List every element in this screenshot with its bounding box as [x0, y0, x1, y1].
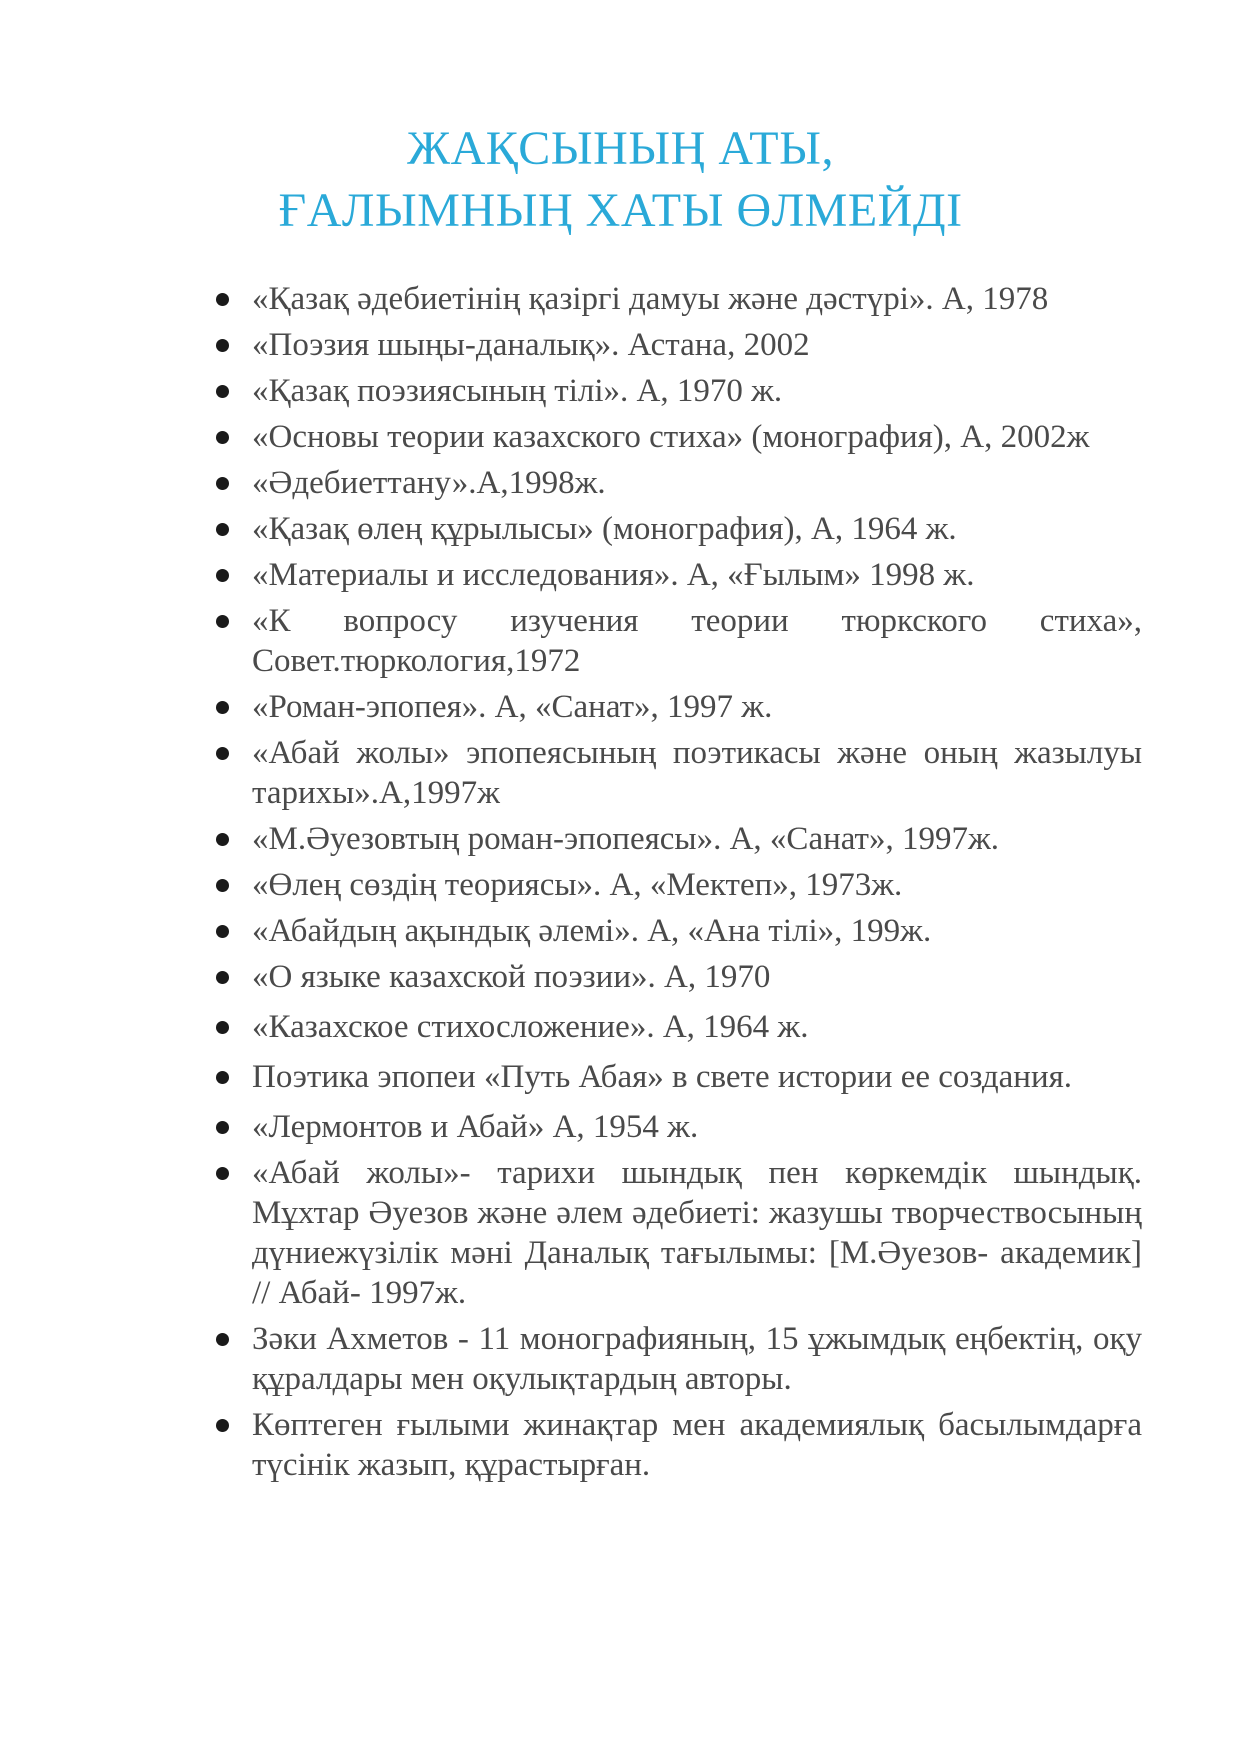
list-item-text: «М.Әуезовтың роман-эпопеясы». А, «Санат», 1997ж. — [252, 821, 1000, 857]
bullet-icon — [216, 385, 229, 398]
list-item — [252, 1107, 1142, 1147]
list-item — [252, 325, 1142, 365]
list-item — [252, 957, 1142, 997]
list-item-text: «Абай жолы»- тарихи шындық пен көркемдік шындық. Мұхтар Әуезов және әлем әдебиеті: жазушы творчествосының дүниежүзілік мәні Даналық тағылымы: [М.Әуезов- академик] // Абай- 1997ж. — [252, 1155, 1142, 1311]
title-line-2: ҒАЛЫМНЫҢ ХАТЫ ӨЛМЕЙДІ — [278, 184, 963, 237]
list-item-text: «Основы теории казахского стиха» (монография), А, 2002ж — [252, 419, 1090, 455]
bullet-icon — [216, 925, 229, 938]
list-item-text: «Абайдың ақындық әлемі». А, «Ана тілі», 199ж. — [252, 913, 932, 949]
bullet-icon — [216, 293, 229, 306]
list-item — [252, 555, 1142, 595]
bullet-icon — [216, 477, 229, 490]
list-item-text: «Қазақ өлең құрылысы» (монография), А, 1964 ж. — [252, 511, 957, 547]
bullet-icon — [216, 1167, 229, 1180]
list-item — [252, 279, 1142, 319]
list-item — [252, 1153, 1142, 1313]
list-item — [252, 417, 1142, 457]
list-item — [252, 601, 1142, 681]
list-item-text: «К вопросу изучения теории тюркского стиха», Совет.тюркология,1972 — [252, 603, 1142, 679]
page-title — [0, 118, 1241, 242]
bullet-icon — [216, 747, 229, 760]
title-line-1: ЖАҚСЫНЫҢ АТЫ, — [407, 122, 834, 175]
list-item-text: «Лермонтов и Абай» А, 1954 ж. — [252, 1109, 699, 1145]
list-item-text: «О языке казахской поэзии». А, 1970 — [252, 959, 771, 995]
list-item — [252, 463, 1142, 503]
bullet-icon — [216, 1419, 229, 1432]
list-item — [252, 911, 1142, 951]
bullet-icon — [216, 1021, 229, 1034]
list-item-text: «Абай жолы» эпопеясының поэтикасы және оның жазылуы тарихы».А,1997ж — [252, 735, 1142, 811]
bullet-icon — [216, 1333, 229, 1346]
bullet-icon — [216, 1071, 229, 1084]
list-item-text: «Казахское стихосложение». А, 1964 ж. — [252, 1009, 809, 1045]
list-item — [252, 1007, 1142, 1047]
bullet-icon — [216, 569, 229, 582]
list-item — [252, 733, 1142, 813]
list-item — [252, 371, 1142, 411]
list-item — [252, 687, 1142, 727]
list-item — [252, 865, 1142, 905]
bibliography-list — [252, 279, 1142, 1491]
list-item-text: Көптеген ғылыми жинақтар мен академиялық басылымдарға түсінік жазып, құрастырған. — [252, 1407, 1142, 1483]
list-item-text: «Өлең сөздің теориясы». А, «Мектеп», 1973ж. — [252, 867, 903, 903]
bullet-icon — [216, 431, 229, 444]
list-item-text: Зәки Ахметов - 11 монографияның, 15 ұжымдық еңбектің, оқу құралдары мен оқулықтардың авторы. — [252, 1321, 1142, 1397]
list-item — [252, 819, 1142, 859]
bullet-icon — [216, 523, 229, 536]
list-item-text: «Материалы и исследования». А, «Ғылым» 1998 ж. — [252, 557, 975, 593]
list-item — [252, 1319, 1142, 1399]
list-item — [252, 1057, 1142, 1097]
list-item — [252, 1405, 1142, 1485]
bullet-icon — [216, 615, 229, 628]
list-item-text: «Қазақ әдебиетінің қазіргі дамуы және дәстүрі». А, 1978 — [252, 281, 1049, 317]
bullet-icon — [216, 833, 229, 846]
bullet-icon — [216, 971, 229, 984]
bullet-icon — [216, 339, 229, 352]
list-item-text: Поэтика эпопеи «Путь Абая» в свете истории ее создания. — [252, 1059, 1073, 1095]
bullet-icon — [216, 879, 229, 892]
bullet-icon — [216, 1121, 229, 1134]
list-item-text: «Қазақ поэзиясының тілі». А, 1970 ж. — [252, 373, 783, 409]
list-item-text: «Роман-эпопея». А, «Санат», 1997 ж. — [252, 689, 773, 725]
bullet-icon — [216, 701, 229, 714]
list-item — [252, 509, 1142, 549]
list-item-text: «Әдебиеттану».А,1998ж. — [252, 465, 606, 501]
list-item-text: «Поэзия шыңы-даналық». Астана, 2002 — [252, 327, 810, 363]
